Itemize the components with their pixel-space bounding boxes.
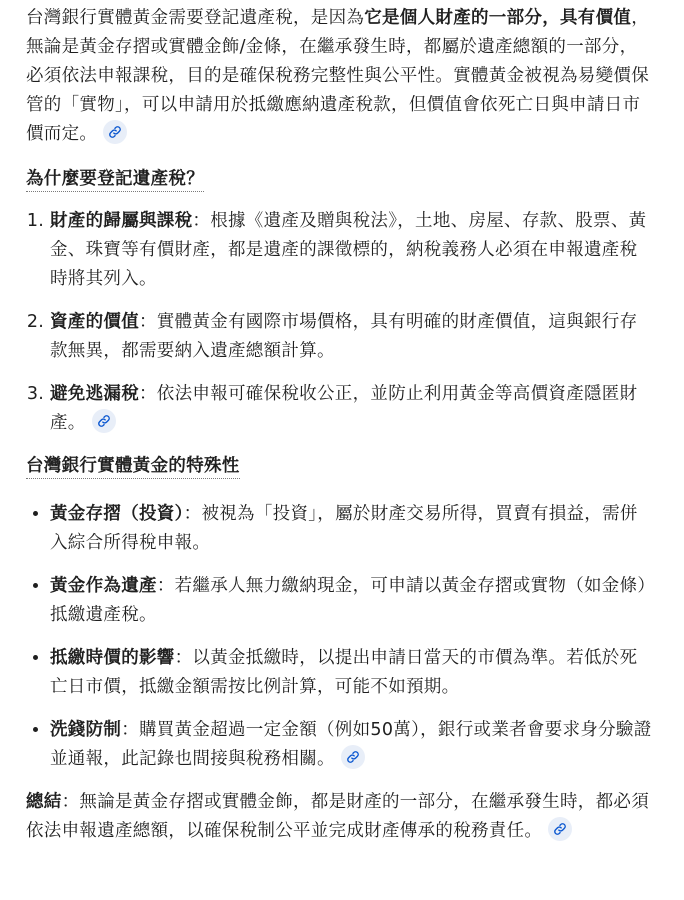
link-icon [97, 414, 111, 428]
section-heading-features: 台灣銀行實體黃金的特殊性 [26, 454, 240, 479]
list-item [50, 380, 652, 438]
features-list [26, 500, 652, 774]
item-label: 洗錢防制 [50, 720, 122, 740]
source-link-button[interactable] [103, 120, 127, 144]
link-icon [108, 125, 122, 139]
section-heading-why: 為什麼要登記遺產稅？ [26, 167, 204, 192]
item-label: 黃金存摺（投資） [50, 504, 184, 524]
item-label: 抵繳時價的影響 [50, 648, 175, 668]
intro-text-1: 台灣銀行實體黃金需要登記遺產稅，是因為 [26, 8, 365, 28]
intro-text-2: ，無論是黃金存摺或實體金飾/金條，在繼承發生時，都屬於遺產總額的一部分，必須依法申報課稅，目的是確保稅務完整性與公平性。實體黃金被視為易變價保管的「實物」，可以申請用於抵繳應納遺產稅款，但價值會依死亡日與申請日市價而定。 [26, 8, 650, 144]
list-item [50, 644, 652, 702]
link-icon [346, 750, 360, 764]
item-text: ：根據《遺產及贈與稅法》，土地、房屋、存款、股票、黃金、珠寶等有價財產，都是遺產的課徵標的，納稅義務人必須在申報遺產稅時將其列入。 [50, 211, 647, 289]
item-text: ：以黃金抵繳時，以提出申請日當天的市價為準。若低於死亡日市價，抵繳金額需按比例計算，可能不如預期。 [50, 648, 638, 697]
summary-text: ：無論是黃金存摺或實體金飾，都是財產的一部分，在繼承發生時，都必須依法申報遺產總額，以確保稅制公平並完成財產傳承的稅務責任。 [26, 792, 650, 841]
list-item [50, 716, 652, 774]
item-text: ：被視為「投資」，屬於財產交易所得，買賣有損益，需併入綜合所得稅申報。 [50, 504, 638, 553]
source-link-button[interactable] [92, 409, 116, 433]
answer-content [26, 4, 652, 846]
list-item [50, 207, 652, 294]
item-label: 資產的價值 [50, 312, 139, 332]
item-label: 黃金作為遺產 [50, 576, 157, 596]
item-label: 財產的歸屬與課稅 [50, 211, 193, 231]
intro-bold: 它是個人財產的一部分，具有價值 [364, 8, 632, 28]
link-icon [553, 822, 567, 836]
item-label: 避免逃漏稅 [50, 384, 139, 404]
item-text: ：依法申報可確保稅收公正，並防止利用黃金等高價資產隱匿財產。 [50, 384, 638, 433]
item-text: ：若繼承人無力繳納現金，可申請以黃金存摺或實物（如金條）抵繳遺產稅。 [50, 576, 647, 625]
item-text: ：實體黃金有國際市場價格，具有明確的財產價值，這與銀行存款無異，都需要納入遺產總額計算。 [50, 312, 638, 361]
item-text: ：購買黃金超過一定金額（例如50萬），銀行或業者會要求身分驗證並通報，此記錄也間接與稅務相關。 [50, 720, 652, 769]
summary-label: 總結 [26, 792, 62, 812]
list-item [50, 308, 652, 366]
reasons-list [26, 207, 652, 438]
source-link-button[interactable] [341, 745, 365, 769]
source-link-button[interactable] [548, 817, 572, 841]
list-item [50, 572, 652, 630]
summary-paragraph [26, 788, 652, 846]
list-item [50, 500, 652, 558]
intro-paragraph [26, 4, 652, 149]
